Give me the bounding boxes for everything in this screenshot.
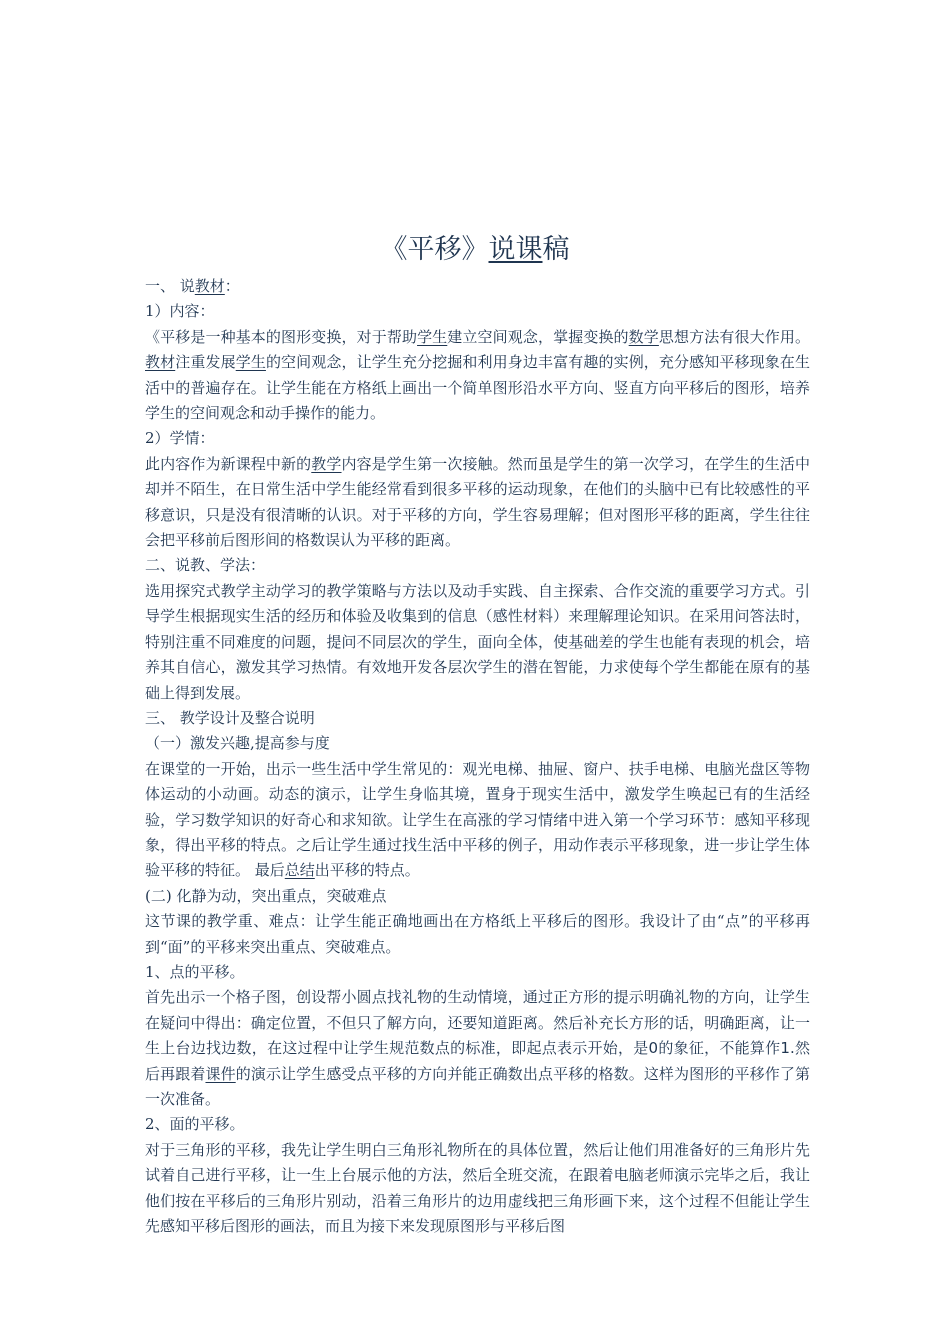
paragraph-point-translation (145, 985, 810, 1112)
p6-text-e: 然后再跟着 (145, 1039, 810, 1083)
link-jiaoxue[interactable]: 教学 (311, 454, 342, 473)
subheading-face-translation: 2、面的平移。 (145, 1115, 245, 1134)
p2-text-a: 此内容作为新课程中新的 (145, 454, 312, 473)
link-xuesheng-2[interactable]: 学生 (235, 353, 266, 372)
section-heading-1-text: 一、 说 (145, 277, 195, 295)
p1-text-g: 注重发展 (175, 353, 236, 372)
title-prefix: 《平移》 (380, 234, 489, 265)
p6-text-c: 的象征，不能算作 (658, 1039, 781, 1058)
document-body (145, 274, 810, 1239)
link-shuxue[interactable]: 数学 (628, 327, 659, 346)
section-heading-1 (145, 274, 810, 299)
paragraph-face-translation: 对于三角形的平移，我先让学生明白三角形礼物所在的具体位置，然后让他们用准备好的三角形片先试着自己进行平移，让一生上台展示他的方法，然后全班交流，在跟着电脑老师演示完毕之后，我让他们按在平移后的三角形片别动，沿着三角形片的边用虚线把三角形画下来，这个过程不但能让学生先感知平移后图形的画法，而且为接下来发现原图形与平移后图 (145, 1140, 810, 1236)
paragraph-interest (145, 757, 810, 884)
p2-text-c: 内容是学生第一次接触。然而虽是学生的第一次学习，在学生的生活中却并不陌生，在日常生活中学生能经常看到很多平移的运动现象，在他们的头脑中已有比较感性的平移意识，只是没有很清晰的认识。对于平移的方向，学生容易理解；但对图形平移的距离，学生往往会把平移前后图形间的格数误认为平移的距离。 (145, 454, 810, 550)
p4-text-a: 在课堂的一开始，出示一些生活中学生常见的：观光电梯、抽屉、窗户、扶手电梯、电脑光盘区等物体运动的小动画。动态的演示，让学生身临其境，置身于现实生活中，激发学生唤起已有的生活经验，学习数学知识的好奇心和求知欲。让学生在高涨的学习情绪中进入第一个学习环节：感知平移现象，得出平移的特点。之后让学生通过找生活中平移的例子，用动作表示平移现象，进一步让学生体验平移的特征。 最后 (145, 759, 810, 880)
link-kejian[interactable]: 课件 (205, 1064, 236, 1083)
paragraph-learning-situation (145, 452, 810, 554)
paragraph-methods: 选用探究式教学主动学习的教学策略与方法以及动手实践、自主探索、合作交流的重要学习方式。引导学生根据现实生活的经历和体验及收集到的信息（感性材料）来理解理论知识。在采用问答法时，特别注重不同难度的问题，提问不同层次的学生，面向全体，使基础差的学生也能有表现的机会，培养其自信心，激发其学习热情。有效地开发各层次学生的潜在智能，力求使每个学生都能在原有的基础上得到发展。 (145, 581, 810, 702)
p1-text-a: 《平移是一种基本的图形变换，对于帮助 (145, 327, 418, 346)
p6-text-g: 的演示让学生感受点平移的方向并能正确数出点平移的格数。这样为图形的平移作了第一次准备。 (145, 1064, 810, 1108)
link-zongjie[interactable]: 总结 (284, 861, 315, 880)
section-heading-1-colon: ： (224, 277, 240, 295)
page-title (0, 232, 950, 268)
p1-text-e: 思想方法有很大作用。 (658, 327, 810, 346)
section-heading-2: 二、说教、学法： (145, 556, 266, 575)
section-heading-3: 三、 教学设计及整合说明 (145, 708, 315, 727)
p6-number-one: 1. (780, 1039, 795, 1058)
link-xuesheng-1[interactable]: 学生 (417, 327, 448, 346)
p4-text-c: 出平移的特点。 (314, 861, 420, 880)
title-link-word[interactable]: 说课 (488, 234, 543, 265)
paragraph-key-points: 这节课的教学重、难点：让学生能正确地画出在方格纸上平移后的图形。我设计了由“点”的平移再到“面”的平移来突出重点、突破难点。 (145, 912, 810, 956)
link-jiaocai[interactable]: 教材 (145, 353, 176, 372)
p1-text-c: 建立空间观念，掌握变换的 (447, 327, 629, 346)
subheading-learning-situation: 2）学情： (145, 429, 215, 448)
subheading-static-to-dynamic: (二) 化静为动，突出重点，突破难点 (145, 886, 387, 905)
p6-text-a: 首先出示一个格子图，创设帮小圆点找礼物的生动情境，通过正方形的提示明确礼物的方向，让学生在疑问中得出：确定位置，不但只了解方向，还要知道距离。然后补充长方形的话，明确距离，让一生上台边找边数，在这过程中让学生规范数点的标准，即起点表示开始，是 (145, 988, 810, 1058)
link-jiaocai-heading[interactable]: 教材 (194, 277, 225, 295)
paragraph-content (145, 325, 810, 427)
p1-text-i: 的空间观念，让学生充分挖掘和利用身边丰富有趣的实例，充分感知平移现象在生活中的普遍存在。让学生能在方格纸上画出一个简单图形沿水平方向、竖直方向平移后的图形，培养学生的空间观念和动手操作的能力。 (145, 353, 810, 423)
subheading-content: 1）内容： (145, 302, 215, 321)
p6-number-zero: 0 (648, 1039, 659, 1058)
subheading-interest: （一）激发兴趣,提高参与度 (145, 734, 330, 753)
title-suffix: 稿 (542, 234, 570, 265)
subheading-point-translation: 1、点的平移。 (145, 962, 245, 981)
